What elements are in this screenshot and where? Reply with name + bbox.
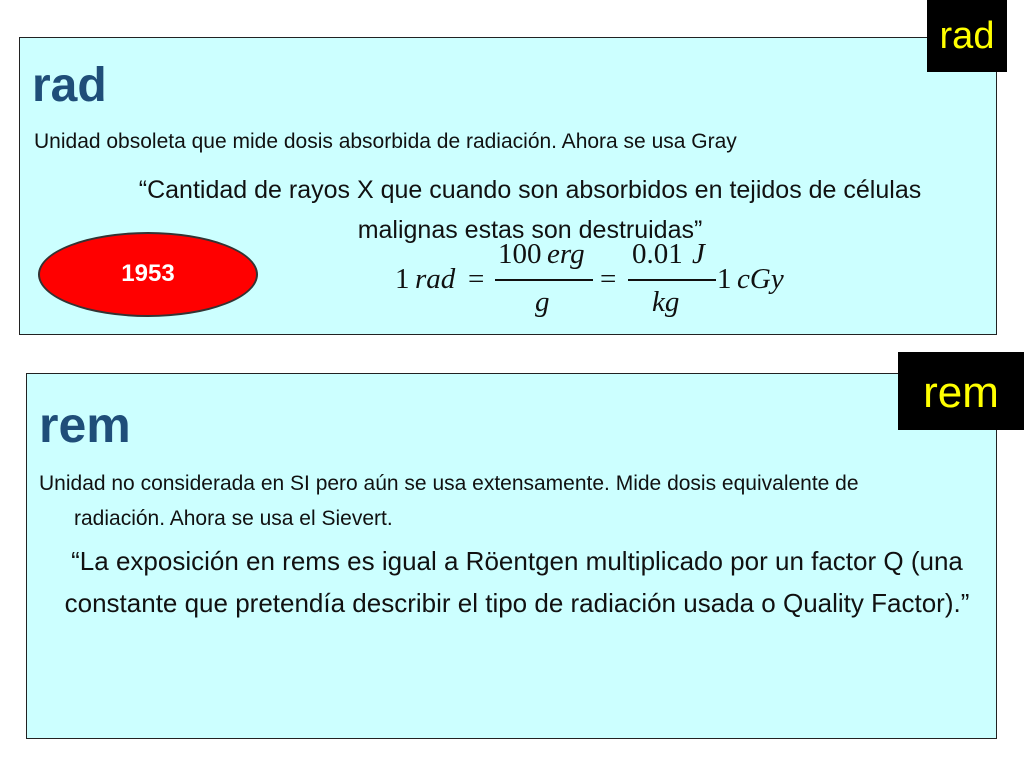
rad-title: rad <box>32 59 107 112</box>
formula-equals-1: = <box>468 263 485 295</box>
rem-title: rem <box>39 397 131 453</box>
formula-frac2-den: kg <box>652 286 680 318</box>
rad-corner-label: rad <box>927 0 1007 72</box>
formula-rhs-number: 1 <box>717 263 732 295</box>
formula-frac1-den: g <box>535 286 550 318</box>
formula-frac2-bar <box>628 279 716 281</box>
formula-equals-2: = <box>600 263 617 295</box>
rad-quote: “Cantidad de rayos X que cuando son absorbidos en tejidos de células malignas estas son destruidas” <box>138 176 922 244</box>
rem-description: Unidad no considerada en SI pero aún se usa extensamente. Mide dosis equivalente de radiación. Ahora se usa el Sievert. <box>39 472 859 530</box>
rem-corner-label: rem <box>898 352 1024 430</box>
formula-frac1-num-unit: erg <box>547 238 585 270</box>
rad-description: Unidad obsoleta que mide dosis absorbida de radiación. Ahora se usa Gray <box>34 130 737 153</box>
formula-frac2-num-unit: J <box>692 238 705 270</box>
rem-panel <box>26 373 997 739</box>
rem-quote: “La exposición en rems es igual a Röentgen multiplicado por un factor Q (una constante que pretendía describir el tipo de radiación usada o Quality Factor).” <box>64 546 970 618</box>
formula-frac1-bar <box>495 279 593 281</box>
rad-formula <box>390 238 810 323</box>
formula-lhs-unit: rad <box>415 263 456 295</box>
formula-frac2-num-value: 0.01 <box>632 238 683 270</box>
formula-rhs-unit: cGy <box>737 263 784 295</box>
formula-lhs-number: 1 <box>395 263 410 295</box>
formula-frac1-num-value: 100 <box>498 238 542 270</box>
year-badge: 1953 <box>38 232 258 317</box>
